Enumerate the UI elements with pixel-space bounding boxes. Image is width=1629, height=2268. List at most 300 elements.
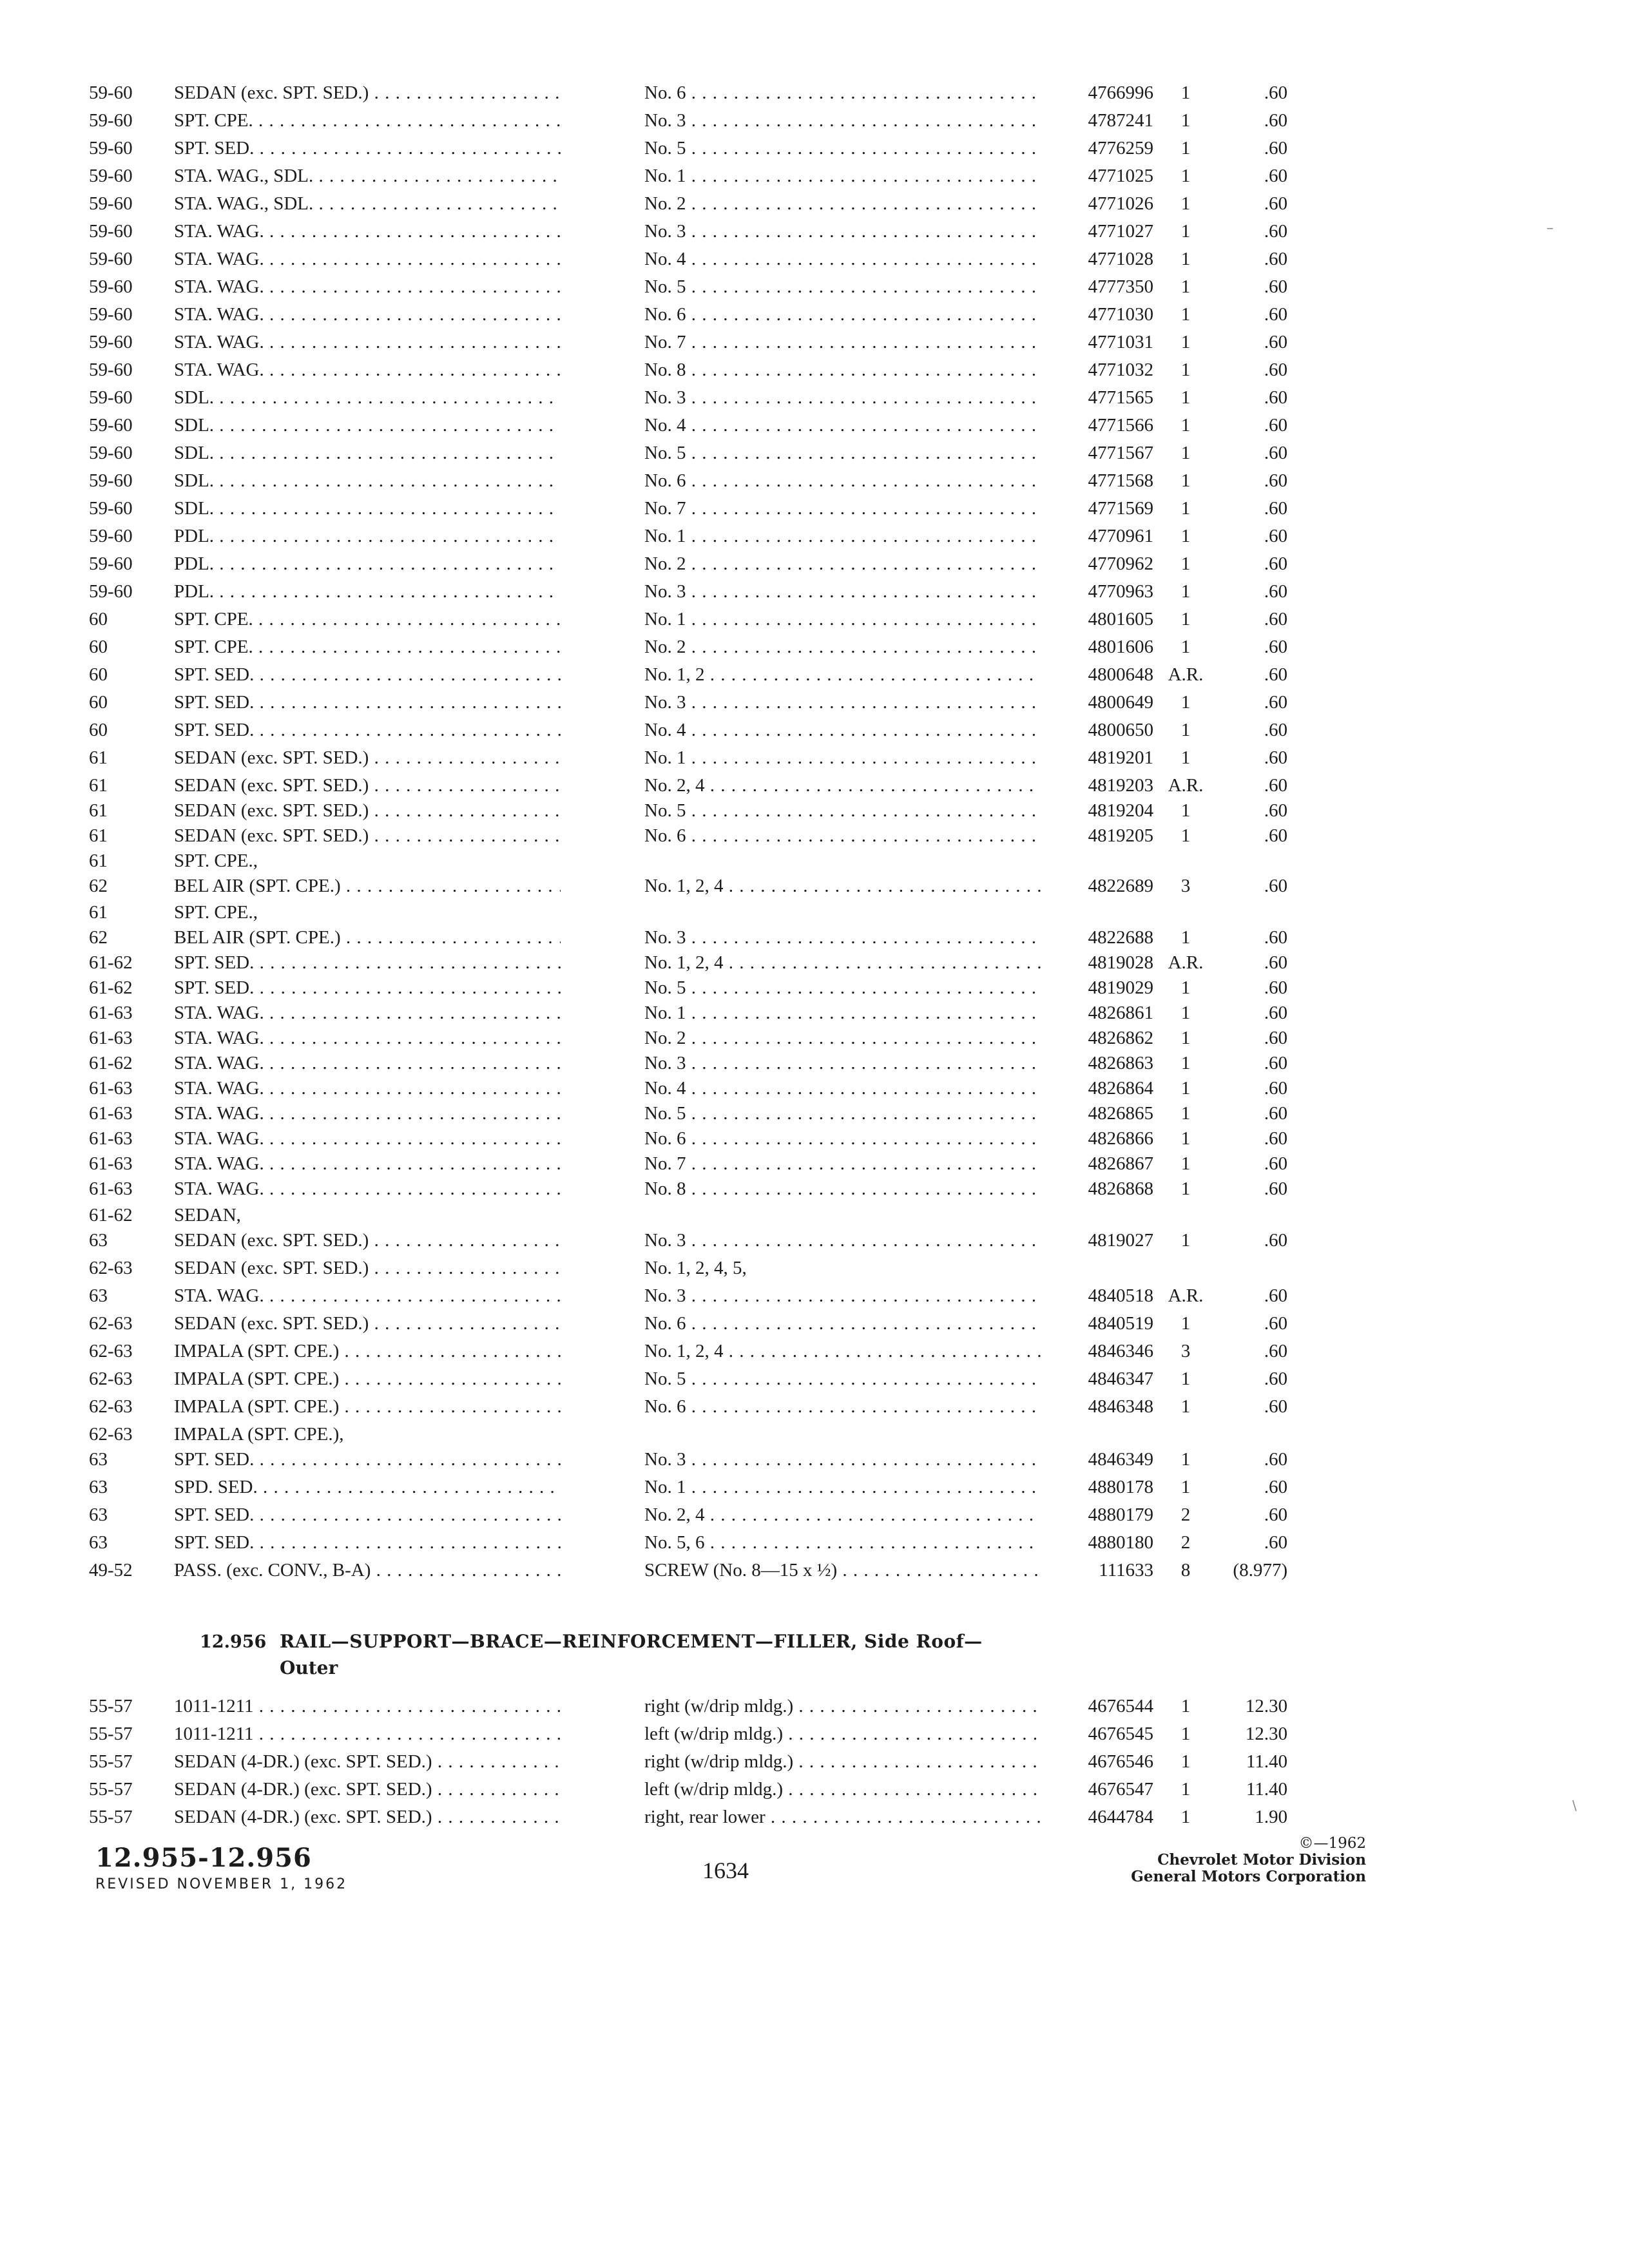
model-cell: SPT. SED. . . . — [174, 1502, 561, 1528]
year-cell: 61-62 — [89, 977, 133, 998]
price-cell: .60 — [1264, 498, 1287, 519]
part-number-cell: 4771031 — [1088, 332, 1153, 352]
price-cell: .60 — [1264, 1230, 1287, 1251]
price-cell: .60 — [1264, 1078, 1287, 1099]
table-row — [0, 1421, 1629, 1447]
year-cell: 59-60 — [89, 276, 133, 297]
table-row — [0, 1176, 1629, 1202]
price-cell: .60 — [1264, 304, 1287, 325]
table-row — [0, 523, 1629, 549]
part-number-cell: 4771567 — [1088, 443, 1153, 463]
part-number-cell: 4819027 — [1088, 1230, 1153, 1251]
part-number-cell: 4840518 — [1088, 1285, 1153, 1306]
model-cell: STA. WAG. . . . — [174, 1000, 561, 1026]
price-cell: .60 — [1264, 1477, 1287, 1497]
model-cell: STA. WAG. . . . — [174, 1075, 561, 1101]
year-cell: 61 — [89, 775, 108, 796]
model-cell: SPT. SED. . . . — [174, 1530, 561, 1555]
part-number-cell: 111633 — [1099, 1560, 1153, 1581]
description-cell: No. 7 . . . — [644, 329, 1041, 355]
description-cell: No. 3 . . . — [644, 218, 1041, 244]
description-cell: No. 1, 2, 4 . . . — [644, 950, 1041, 975]
year-cell: 62-63 — [89, 1396, 133, 1417]
description-cell: No. 5, 6 . . . — [644, 1530, 1041, 1555]
price-cell: .60 — [1264, 1153, 1287, 1174]
table-row — [0, 135, 1629, 161]
part-number-cell: 4800650 — [1088, 720, 1153, 740]
price-cell: .60 — [1264, 581, 1287, 602]
description-cell: No. 2 . . . — [644, 551, 1041, 577]
table-row — [0, 745, 1629, 771]
model-cell: SEDAN (exc. SPT. SED.) . . . — [174, 1227, 561, 1253]
model-cell: SPD. SED. . . . — [174, 1474, 561, 1500]
year-cell: 61-63 — [89, 1178, 133, 1199]
table-row — [0, 1311, 1629, 1336]
year-cell: 63 — [89, 1285, 108, 1306]
description-cell: No. 5 . . . — [644, 1100, 1041, 1126]
quantity-cell: 1 — [1181, 276, 1191, 297]
description-cell: No. 3 . . . — [644, 1227, 1041, 1253]
model-cell: STA. WAG. . . . — [174, 1151, 561, 1177]
model-cell: SPT. CPE. . . . — [174, 606, 561, 632]
year-cell: 59-60 — [89, 82, 133, 103]
year-cell: 62 — [89, 927, 108, 948]
description-cell: No. 3 . . . — [644, 689, 1041, 715]
table-row — [0, 634, 1629, 660]
year-cell: 59-60 — [89, 470, 133, 491]
table-row — [0, 1804, 1629, 1830]
description-cell: No. 1, 2, 4 . . . — [644, 873, 1041, 899]
model-cell: SPT. SED. . . . — [174, 950, 561, 975]
quantity-cell: 1 — [1181, 166, 1191, 186]
part-number-cell: 4771030 — [1088, 304, 1153, 325]
year-cell: 63 — [89, 1477, 108, 1497]
table-row — [0, 950, 1629, 975]
table-row — [0, 1227, 1629, 1253]
model-cell: PDL. . . . — [174, 523, 561, 549]
model-cell: SPT. SED. . . . — [174, 975, 561, 1001]
section-range: 12.955-12.956 — [95, 1843, 312, 1873]
model-cell: SEDAN (4-DR.) (exc. SPT. SED.) . . . — [174, 1749, 561, 1774]
quantity-cell: 1 — [1181, 553, 1191, 574]
division-name: Chevrolet Motor Division — [1157, 1851, 1366, 1869]
quantity-cell: 1 — [1181, 1751, 1191, 1772]
part-number-cell: 4822689 — [1088, 876, 1153, 896]
quantity-cell: 1 — [1181, 193, 1191, 214]
description-cell: No. 4 . . . — [644, 246, 1041, 272]
quantity-cell: 1 — [1181, 1779, 1191, 1800]
quantity-cell: 2 — [1181, 1504, 1191, 1525]
description-cell: No. 6 . . . — [644, 823, 1041, 849]
part-number-cell: 4826868 — [1088, 1178, 1153, 1199]
price-cell: .60 — [1264, 720, 1287, 740]
description-cell: No. 5 . . . — [644, 975, 1041, 1001]
table-row — [0, 302, 1629, 327]
year-cell: 62-63 — [89, 1258, 133, 1278]
model-cell: STA. WAG. . . . — [174, 218, 561, 244]
model-cell: STA. WAG. . . . — [174, 329, 561, 355]
part-number-cell: 4826861 — [1088, 1003, 1153, 1023]
year-cell: 63 — [89, 1504, 108, 1525]
price-cell: .60 — [1264, 387, 1287, 408]
description-cell: No. 7 . . . — [644, 495, 1041, 521]
price-cell: .60 — [1264, 1053, 1287, 1073]
model-cell: SDL. . . . — [174, 385, 561, 410]
part-number-cell: 4880179 — [1088, 1504, 1153, 1525]
year-cell: 55-57 — [89, 1751, 133, 1772]
table-row — [0, 274, 1629, 300]
price-cell: .60 — [1264, 952, 1287, 973]
year-cell: 59-60 — [89, 415, 133, 436]
quantity-cell: 1 — [1181, 1724, 1191, 1744]
table-row — [0, 1776, 1629, 1802]
part-number-cell: 4819204 — [1088, 800, 1153, 821]
description-cell: right (w/drip mldg.) . . . — [644, 1749, 1041, 1774]
year-cell: 63 — [89, 1532, 108, 1553]
table-row — [0, 1100, 1629, 1126]
table-row — [0, 1721, 1629, 1747]
quantity-cell: A.R. — [1168, 664, 1204, 685]
table-row — [0, 873, 1629, 899]
quantity-cell: 1 — [1181, 609, 1191, 629]
quantity-cell: 1 — [1181, 110, 1191, 131]
description-cell: No. 4 . . . — [644, 412, 1041, 438]
description-cell: No. 2 . . . — [644, 634, 1041, 660]
model-cell: BEL AIR (SPT. CPE.) . . . — [174, 925, 561, 950]
quantity-cell: 1 — [1181, 977, 1191, 998]
price-cell: .60 — [1264, 692, 1287, 713]
page-number: 1634 — [702, 1858, 749, 1883]
description-cell: No. 5 . . . — [644, 440, 1041, 466]
model-cell: SDL. . . . — [174, 468, 561, 494]
quantity-cell: 1 — [1181, 82, 1191, 103]
price-cell: .60 — [1264, 1285, 1287, 1306]
description-cell: No. 3 . . . — [644, 1446, 1041, 1472]
table-row — [0, 191, 1629, 216]
year-cell: 59-60 — [89, 360, 133, 380]
part-number-cell: 4846348 — [1088, 1396, 1153, 1417]
table-row — [0, 1557, 1629, 1583]
table-row — [0, 385, 1629, 410]
price-cell: 12.30 — [1245, 1696, 1287, 1716]
quantity-cell: 1 — [1181, 637, 1191, 657]
part-number-cell: 4777350 — [1088, 276, 1153, 297]
price-cell: .60 — [1264, 415, 1287, 436]
quantity-cell: 8 — [1181, 1560, 1191, 1581]
price-cell: .60 — [1264, 1341, 1287, 1361]
description-cell: No. 2 . . . — [644, 191, 1041, 216]
quantity-cell: 1 — [1181, 800, 1191, 821]
model-cell: SEDAN (exc. SPT. SED.) . . . — [174, 798, 561, 823]
table-row — [0, 412, 1629, 438]
description-cell: No. 7 . . . — [644, 1151, 1041, 1177]
year-cell: 55-57 — [89, 1696, 133, 1716]
section-heading — [200, 1629, 1102, 1681]
year-cell: 59-60 — [89, 166, 133, 186]
quantity-cell: 1 — [1181, 1230, 1191, 1251]
model-cell: STA. WAG. . . . — [174, 274, 561, 300]
part-number-cell: 4826864 — [1088, 1078, 1153, 1099]
year-cell: 59-60 — [89, 526, 133, 546]
quantity-cell: 1 — [1181, 581, 1191, 602]
part-number-cell: 4771566 — [1088, 415, 1153, 436]
quantity-cell: 1 — [1181, 1313, 1191, 1334]
table-row — [0, 1502, 1629, 1528]
model-cell: SPT. SED. . . . — [174, 135, 561, 161]
part-number-cell: 4776259 — [1088, 138, 1153, 159]
description-cell: left (w/drip mldg.) . . . — [644, 1776, 1041, 1802]
quantity-cell: 1 — [1181, 1807, 1191, 1827]
table-row — [0, 1075, 1629, 1101]
description-cell: No. 3 . . . — [644, 1050, 1041, 1076]
price-cell: .60 — [1264, 1532, 1287, 1553]
model-cell: STA. WAG. . . . — [174, 246, 561, 272]
corporation-name: General Motors Corporation — [1131, 1868, 1366, 1885]
quantity-cell: 1 — [1181, 415, 1191, 436]
price-cell: .60 — [1264, 553, 1287, 574]
quantity-cell: 1 — [1181, 1003, 1191, 1023]
year-cell: 61-63 — [89, 1003, 133, 1023]
copyright-block — [1095, 1835, 1366, 1885]
description-cell: No. 3 . . . — [644, 108, 1041, 133]
year-cell: 61-63 — [89, 1028, 133, 1048]
description-cell: No. 2, 4 . . . — [644, 1502, 1041, 1528]
quantity-cell: 1 — [1181, 1696, 1191, 1716]
model-cell: SEDAN (exc. SPT. SED.) . . . — [174, 1255, 561, 1281]
year-cell: 61-62 — [89, 1205, 133, 1225]
year-cell: 55-57 — [89, 1779, 133, 1800]
part-number-cell: 4801605 — [1088, 609, 1153, 629]
margin-dash-mark: – — [1547, 220, 1554, 236]
part-number-cell: 4826863 — [1088, 1053, 1153, 1073]
quantity-cell: 1 — [1181, 1128, 1191, 1149]
quantity-cell: 1 — [1181, 747, 1191, 768]
quantity-cell: 1 — [1181, 1053, 1191, 1073]
quantity-cell: A.R. — [1168, 1285, 1204, 1306]
model-cell: IMPALA (SPT. CPE.) . . . — [174, 1366, 561, 1392]
year-cell: 61-63 — [89, 1153, 133, 1174]
price-cell: 12.30 — [1245, 1724, 1287, 1744]
table-row — [0, 606, 1629, 632]
part-number-cell: 4822688 — [1088, 927, 1153, 948]
model-cell: SEDAN (exc. SPT. SED.) . . . — [174, 1311, 561, 1336]
table-row — [0, 1202, 1629, 1228]
quantity-cell: 1 — [1181, 720, 1191, 740]
price-cell: .60 — [1264, 1369, 1287, 1389]
quantity-cell: 1 — [1181, 360, 1191, 380]
table-row — [0, 357, 1629, 383]
year-cell: 59-60 — [89, 553, 133, 574]
price-cell: .60 — [1264, 332, 1287, 352]
year-cell: 55-57 — [89, 1807, 133, 1827]
year-cell: 59-60 — [89, 304, 133, 325]
price-cell: .60 — [1264, 1103, 1287, 1124]
table-row — [0, 163, 1629, 189]
year-cell: 61 — [89, 747, 108, 768]
description-cell: No. 4 . . . — [644, 717, 1041, 743]
table-row — [0, 1338, 1629, 1364]
table-row — [0, 1366, 1629, 1392]
table-row — [0, 1446, 1629, 1472]
table-row — [0, 662, 1629, 687]
model-cell: SPT. SED. . . . — [174, 689, 561, 715]
part-number-cell: 4771027 — [1088, 221, 1153, 242]
description-cell: No. 1 . . . — [644, 1474, 1041, 1500]
model-cell: STA. WAG. . . . — [174, 1050, 561, 1076]
description-cell: No. 1 . . . — [644, 1000, 1041, 1026]
price-cell: 11.40 — [1246, 1779, 1287, 1800]
quantity-cell: 1 — [1181, 1449, 1191, 1470]
table-row — [0, 1025, 1629, 1051]
part-number-cell: 4676547 — [1088, 1779, 1153, 1800]
quantity-cell: 3 — [1181, 1341, 1191, 1361]
part-number-cell: 4787241 — [1088, 110, 1153, 131]
description-cell: No. 2, 4 . . . — [644, 773, 1041, 798]
table-row — [0, 773, 1629, 798]
table-row — [0, 798, 1629, 823]
model-cell: SPT. SED. . . . — [174, 717, 561, 743]
part-number-cell: 4771568 — [1088, 470, 1153, 491]
model-cell: PDL. . . . — [174, 551, 561, 577]
quantity-cell: 1 — [1181, 1153, 1191, 1174]
part-number-cell: 4846347 — [1088, 1369, 1153, 1389]
year-cell: 59-60 — [89, 498, 133, 519]
price-cell: .60 — [1264, 1396, 1287, 1417]
part-number-cell: 4819201 — [1088, 747, 1153, 768]
quantity-cell: 1 — [1181, 138, 1191, 159]
quantity-cell: 3 — [1181, 876, 1191, 896]
description-cell: No. 3 . . . — [644, 579, 1041, 604]
price-cell: .60 — [1264, 977, 1287, 998]
price-cell: .60 — [1264, 221, 1287, 242]
price-cell: .60 — [1264, 1504, 1287, 1525]
price-cell: .60 — [1264, 1449, 1287, 1470]
table-row — [0, 1693, 1629, 1719]
model-cell: 1011-1211 . . . — [174, 1693, 561, 1719]
price-cell: .60 — [1264, 637, 1287, 657]
price-cell: .60 — [1264, 110, 1287, 131]
quantity-cell: 1 — [1181, 498, 1191, 519]
model-cell: SEDAN (4-DR.) (exc. SPT. SED.) . . . — [174, 1804, 561, 1830]
year-cell: 59-60 — [89, 249, 133, 269]
quantity-cell: 1 — [1181, 470, 1191, 491]
year-cell: 60 — [89, 637, 108, 657]
model-cell: SDL. . . . — [174, 440, 561, 466]
model-cell: SEDAN (exc. SPT. SED.) . . . — [174, 823, 561, 849]
model-cell: STA. WAG. . . . — [174, 1283, 561, 1309]
part-number-cell: 4846346 — [1088, 1341, 1153, 1361]
part-number-cell: 4826866 — [1088, 1128, 1153, 1149]
part-number-cell: 4880178 — [1088, 1477, 1153, 1497]
model-cell: IMPALA (SPT. CPE.), — [174, 1424, 344, 1445]
price-cell: .60 — [1264, 747, 1287, 768]
description-cell: No. 6 . . . — [644, 1311, 1041, 1336]
table-row — [0, 579, 1629, 604]
table-row — [0, 1050, 1629, 1076]
quantity-cell: 1 — [1181, 249, 1191, 269]
price-cell: .60 — [1264, 825, 1287, 846]
description-cell: No. 1, 2 . . . — [644, 662, 1041, 687]
description-cell: SCREW (No. 8—15 x ½) . . . — [644, 1557, 1041, 1583]
part-number-cell: 4819203 — [1088, 775, 1153, 796]
year-cell: 61-62 — [89, 952, 133, 973]
year-cell: 59-60 — [89, 332, 133, 352]
table-row — [0, 440, 1629, 466]
price-cell: .60 — [1264, 138, 1287, 159]
price-cell: .60 — [1264, 1128, 1287, 1149]
table-row — [0, 551, 1629, 577]
section-title-continued: Outer — [280, 1657, 338, 1678]
model-cell: STA. WAG. . . . — [174, 1100, 561, 1126]
copyright-notice: ©—1962 — [1298, 1835, 1366, 1852]
quantity-cell: 1 — [1181, 825, 1191, 846]
part-number-cell: 4770962 — [1088, 553, 1153, 574]
model-cell: SEDAN (exc. SPT. SED.) . . . — [174, 80, 561, 106]
table-row — [0, 1126, 1629, 1151]
description-cell: No. 6 . . . — [644, 302, 1041, 327]
quantity-cell: 1 — [1181, 443, 1191, 463]
description-cell: No. 1 . . . — [644, 606, 1041, 632]
part-number-cell: 4800649 — [1088, 692, 1153, 713]
model-cell: SPT. SED. . . . — [174, 662, 561, 687]
model-cell: SPT. CPE. . . . — [174, 634, 561, 660]
part-number-cell: 4771565 — [1088, 387, 1153, 408]
description-cell: No. 3 . . . — [644, 1283, 1041, 1309]
model-cell: STA. WAG. . . . — [174, 1176, 561, 1202]
description-cell: left (w/drip mldg.) . . . — [644, 1721, 1041, 1747]
year-cell: 61-62 — [89, 1053, 133, 1073]
margin-tick-mark: \ — [1572, 1798, 1577, 1813]
year-cell: 62-63 — [89, 1313, 133, 1334]
year-cell: 61-63 — [89, 1103, 133, 1124]
table-row — [0, 246, 1629, 272]
description-cell: No. 5 . . . — [644, 135, 1041, 161]
year-cell: 49-52 — [89, 1560, 133, 1581]
model-cell: PDL. . . . — [174, 579, 561, 604]
quantity-cell: 1 — [1181, 1028, 1191, 1048]
quantity-cell: 1 — [1181, 1477, 1191, 1497]
table-row — [0, 925, 1629, 950]
price-cell: .60 — [1264, 360, 1287, 380]
quantity-cell: 1 — [1181, 304, 1191, 325]
quantity-cell: A.R. — [1168, 775, 1204, 796]
model-cell: SPT. CPE., — [174, 850, 258, 871]
price-cell: 11.40 — [1246, 1751, 1287, 1772]
part-number-cell: 4880180 — [1088, 1532, 1153, 1553]
price-cell: .60 — [1264, 82, 1287, 103]
year-cell: 59-60 — [89, 387, 133, 408]
description-cell: No. 1, 2, 4 . . . — [644, 1338, 1041, 1364]
description-cell: right, rear lower . . . — [644, 1804, 1041, 1830]
description-cell: No. 5 . . . — [644, 798, 1041, 823]
part-number-cell: 4766996 — [1088, 82, 1153, 103]
description-cell: No. 2 . . . — [644, 1025, 1041, 1051]
part-number-cell: 4826867 — [1088, 1153, 1153, 1174]
price-cell: .60 — [1264, 609, 1287, 629]
table-row — [0, 899, 1629, 925]
model-cell: SEDAN (exc. SPT. SED.) . . . — [174, 745, 561, 771]
table-row — [0, 689, 1629, 715]
model-cell: SDL. . . . — [174, 412, 561, 438]
revision-date: REVISED NOVEMBER 1, 1962 — [95, 1876, 348, 1892]
price-cell: .60 — [1264, 470, 1287, 491]
model-cell: STA. WAG., SDL. . . . — [174, 163, 561, 189]
part-number-cell: 4644784 — [1088, 1807, 1153, 1827]
table-row — [0, 468, 1629, 494]
description-cell: No. 1 . . . — [644, 163, 1041, 189]
description-cell: No. 4 . . . — [644, 1075, 1041, 1101]
price-cell: .60 — [1264, 249, 1287, 269]
